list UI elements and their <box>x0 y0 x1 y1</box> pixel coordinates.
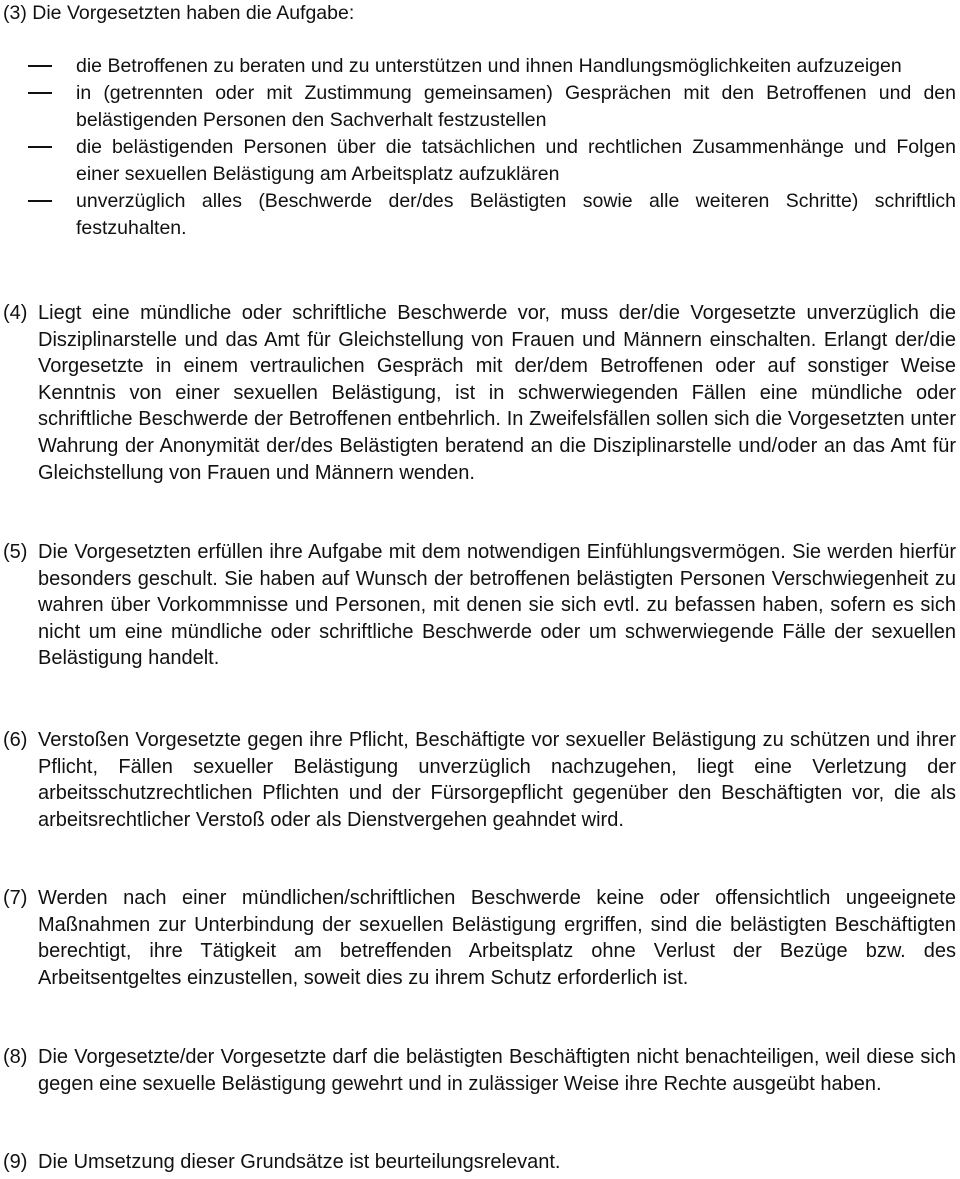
paragraph-9-text: Die Umsetzung dieser Grundsätze ist beurteilungsrelevant. <box>38 1151 561 1173</box>
list-item-text: unverzüglich alles (Beschwerde der/des Belästigten sowie alle weiteren Schritte) schriftlich festzuhalten. <box>76 190 956 239</box>
paragraph-5-number: (5) <box>3 541 28 563</box>
list-item-text: die belästigenden Personen über die tatsächlichen und rechtlichen Zusammenhänge und Folgen einer sexuellen Belästigung am Arbeitsplatz aufzuklären <box>76 136 956 185</box>
paragraph-6-text: Verstoßen Vorgesetzte gegen ihre Pflicht, Beschäftigte vor sexueller Belästigung zu schützen und ihrer Pflicht, Fällen sexueller Belästigung unverzüglich nachzugehen, liegt eine Verletzung der arbeitsschutzrechtlichen Pflichten und der Fürsorgepflicht gegenüber den Beschäftigten vor, die als arbeitsrechtlicher Verstoß oder als Dienstvergehen geahndet wird. <box>38 729 956 831</box>
paragraph-6 <box>0 727 960 862</box>
list-item <box>0 53 956 80</box>
dash-bullet-icon <box>28 65 52 67</box>
list-item <box>0 134 956 188</box>
paragraph-3 <box>0 0 960 272</box>
paragraph-3-list <box>0 53 960 242</box>
paragraph-6-number: (6) <box>3 729 28 751</box>
paragraph-9 <box>0 1149 960 1177</box>
paragraph-4 <box>0 300 960 515</box>
paragraph-7-text: Werden nach einer mündlichen/schriftlichen Beschwerde keine oder offensichtlich ungeeignete Maßnahmen zur Unterbindung der sexuellen Belästigung ergriffen, sind die belästigten Beschäftigten berechtigt, ihre Tätigkeit am betreffenden Arbeitsplatz ohne Verlust der Bezüge bzw. des Arbeitsentgeltes einzustellen, soweit dies zu ihrem Schutz erforderlich ist. <box>38 887 956 989</box>
dash-bullet-icon <box>28 200 52 202</box>
paragraph-4-number: (4) <box>3 302 28 324</box>
paragraph-3-heading-line <box>3 0 354 27</box>
list-item-text: in (getrennten oder mit Zustimmung gemeinsamen) Gesprächen mit den Betroffenen und den belästigenden Personen den Sachverhalt festzustellen <box>76 82 956 131</box>
paragraph-3-heading: Die Vorgesetzten haben die Aufgabe: <box>32 2 355 24</box>
paragraph-3-number: (3) <box>3 2 27 24</box>
paragraph-7-number: (7) <box>3 887 28 909</box>
paragraph-4-text: Liegt eine mündliche oder schriftliche Beschwerde vor, muss der/die Vorgesetzte unverzüglich die Disziplinarstelle und das Amt für Gleichstellung von Frauen und Männern einschalten. Erlangt der/die Vorgesetzte in einem vertraulichen Gespräch mit der/dem Betroffenen oder auf sonstiger Weise Kenntnis von einer sexuellen Belästigung, ist in schwerwiegenden Fällen eine mündliche oder schriftliche Beschwerde der Betroffenen entbehrlich. In Zweifelsfällen sollen sich die Vorgesetzten unter Wahrung der Anonymität der/des Belästigten beratend an die Disziplinarstelle und/oder an das Amt für Gleichstellung von Frauen und Männern wenden. <box>38 302 956 484</box>
list-item-text: die Betroffenen zu beraten und zu unterstützen und ihnen Handlungsmöglichkeiten aufzuzeigen <box>76 55 902 77</box>
paragraph-5 <box>0 539 960 704</box>
paragraph-7 <box>0 885 960 1020</box>
list-item <box>0 80 956 134</box>
dash-bullet-icon <box>28 92 52 94</box>
dash-bullet-icon <box>28 146 52 148</box>
paragraph-9-number: (9) <box>3 1151 28 1173</box>
paragraph-8 <box>0 1044 960 1129</box>
list-item <box>0 188 956 242</box>
paragraph-8-text: Die Vorgesetzte/der Vorgesetzte darf die belästigten Beschäftigten nicht benachteiligen, weil diese sich gegen eine sexuelle Belästigung gewehrt und in zulässiger Weise ihre Rechte ausgeübt haben. <box>38 1046 956 1095</box>
paragraph-5-text: Die Vorgesetzten erfüllen ihre Aufgabe mit dem notwendigen Einfühlungsvermögen. Sie werden hierfür besonders geschult. Sie haben auf Wunsch der betroffenen belästigten Personen Verschwiegenheit zu wahren über Vorkommnisse und Personen, mit denen sie sich evtl. zu befassen haben, sofern es sich nicht um eine mündliche oder schriftliche Beschwerde oder um schwerwiegende Fälle der sexuellen Belästigung handelt. <box>38 541 956 670</box>
paragraph-8-number: (8) <box>3 1046 28 1068</box>
